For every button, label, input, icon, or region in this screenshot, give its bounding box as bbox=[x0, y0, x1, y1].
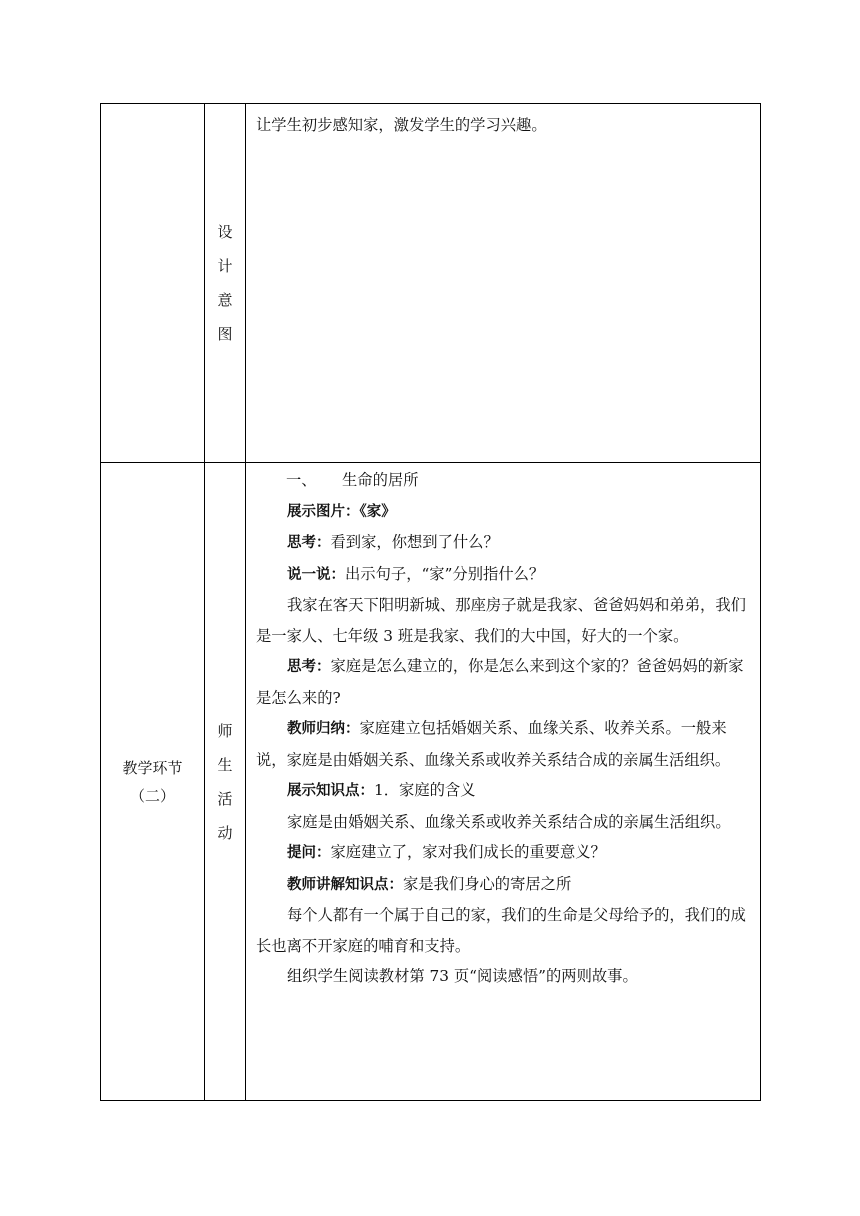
activity-row bbox=[101, 463, 761, 1101]
design-intent-content-cell bbox=[246, 104, 761, 463]
stage-cell bbox=[101, 463, 205, 1101]
activity-content-cell bbox=[246, 463, 761, 1101]
activity-label-cell bbox=[205, 463, 246, 1101]
paragraph: 展示图片：《家》 bbox=[287, 503, 396, 520]
stage-cell-empty bbox=[101, 104, 205, 463]
design-intent-row bbox=[101, 104, 761, 463]
lesson-plan-table bbox=[100, 103, 761, 1101]
label-char: 活 bbox=[217, 789, 233, 808]
paragraph: 每个人都有一个属于自己的家，我们的生命是父母给予的，我们的成长也离不开家庭的哺育和支持。 bbox=[256, 906, 746, 955]
paragraph: 说一说：出示句子，“家”分别指什么？ bbox=[287, 564, 545, 583]
design-intent-label-cell bbox=[205, 104, 246, 463]
section-heading bbox=[256, 465, 752, 496]
label-char: 计 bbox=[217, 257, 233, 275]
paragraph: 家庭是由婚姻关系、血缘关系或收养关系结合成的亲属生活组织。 bbox=[287, 812, 731, 831]
heading-number: 一、 bbox=[286, 471, 317, 489]
design-intent-label bbox=[205, 104, 245, 462]
stage-label-line1: 教学环节 bbox=[122, 758, 183, 777]
label-char: 意 bbox=[217, 291, 233, 309]
label-char: 生 bbox=[217, 755, 233, 774]
design-intent-text: 让学生初步感知家，激发学生的学习兴趣。 bbox=[256, 116, 547, 134]
stage-label-line2: （二） bbox=[129, 786, 175, 805]
label-char: 师 bbox=[217, 721, 233, 740]
paragraph: 思考：家庭是怎么建立的，你是怎么来到这个家的？爸爸妈妈的新家是怎么来的? bbox=[256, 657, 744, 707]
activity-label bbox=[205, 463, 245, 1100]
paragraph: 教师讲解知识点：家是我们身心的寄居之所 bbox=[287, 874, 572, 893]
paragraph: 组织学生阅读教材第 73 页“阅读感悟”的两则故事。 bbox=[287, 967, 638, 985]
stage-label bbox=[101, 463, 204, 1100]
paragraph: 展示知识点：1．家庭的含义 bbox=[287, 781, 476, 799]
paragraph: 提问：家庭建立了，家对我们成长的重要意义？ bbox=[287, 843, 606, 861]
paragraph: 我家在客天下阳明新城、那座房子就是我家、爸爸妈妈和弟弟，我们是一家人、七年级 3 班是我家、我们的大中国，好大的一个家。 bbox=[256, 596, 746, 645]
label-char: 设 bbox=[217, 223, 233, 241]
paragraph: 思考：看到家，你想到了什么？ bbox=[287, 533, 499, 551]
paragraph: 教师归纳：家庭建立包括婚姻关系、血缘关系、收养关系。一般来说，家庭是由婚姻关系、血缘关系或收养关系结合成的亲属生活组织。 bbox=[256, 719, 731, 769]
heading-text: 生命的居所 bbox=[342, 471, 419, 489]
label-char: 图 bbox=[217, 325, 233, 343]
label-char: 动 bbox=[217, 823, 233, 842]
